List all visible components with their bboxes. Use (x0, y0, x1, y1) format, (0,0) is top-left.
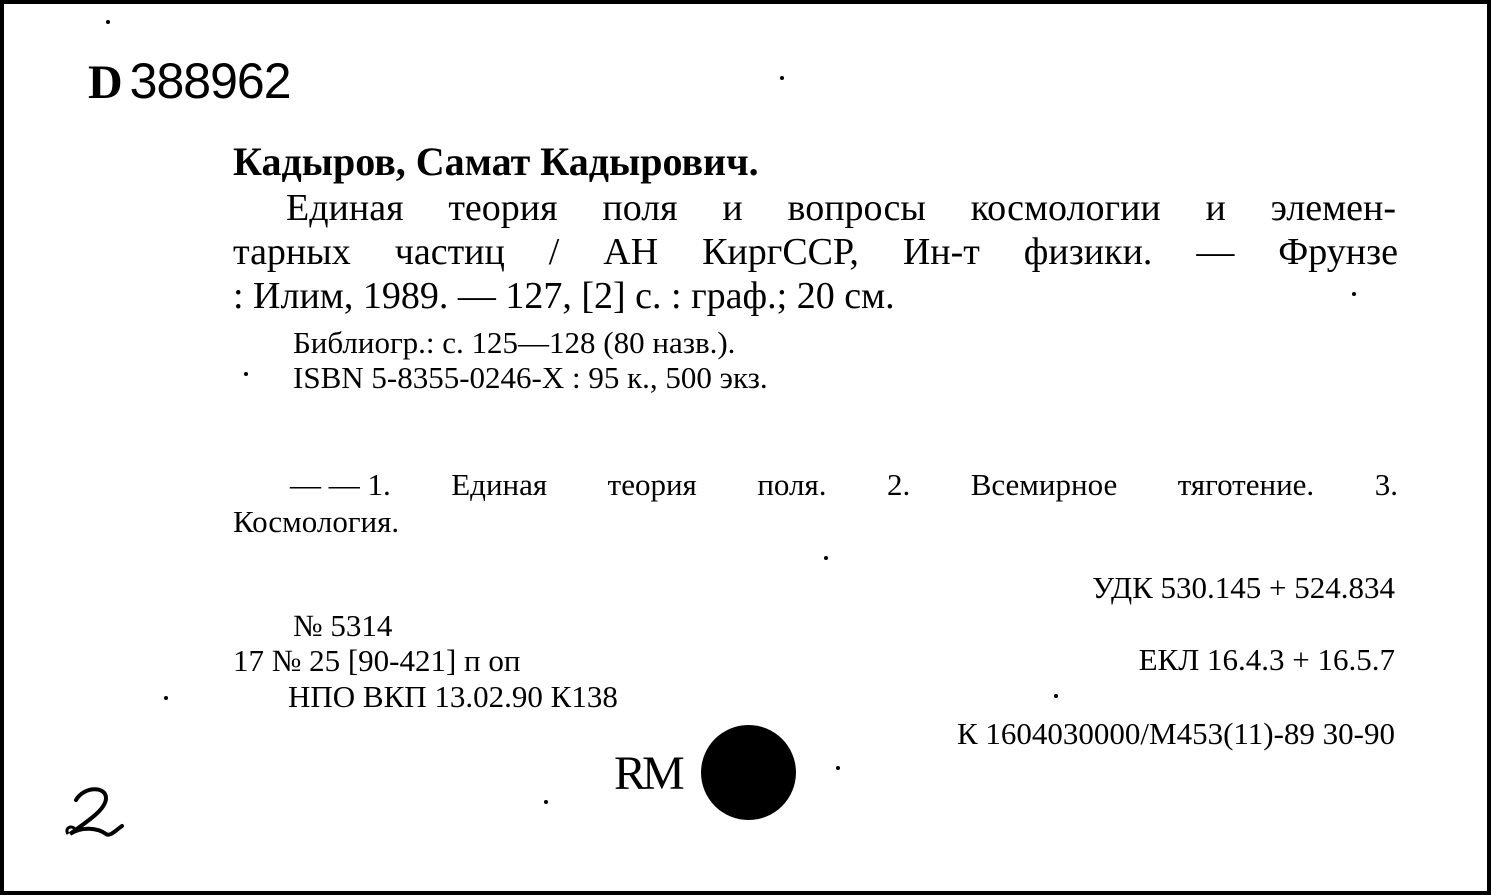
ink-blot (701, 725, 796, 820)
speck (1352, 292, 1356, 296)
order-number: № 5314 (293, 608, 393, 643)
subject-headings-line-1 (290, 467, 1398, 503)
subject-word: 2. (886, 467, 911, 502)
rm-stamp: RM (614, 747, 681, 800)
author-heading: Кадыров, Самат Кадырович. (233, 139, 759, 184)
subject-headings-line-2: Космология. (233, 504, 400, 539)
title-line-1: Единая теория поля и вопросы космологии и элемен- (286, 187, 1396, 229)
speck (244, 372, 248, 376)
speck (836, 766, 840, 770)
speck (1054, 694, 1058, 698)
speck (106, 20, 110, 24)
subject-word: 3. (1374, 467, 1398, 502)
speck (824, 556, 828, 560)
title-line-2: тарных частиц / АН КиргССР, Ин-т физики. — Фрунзе (233, 231, 1398, 273)
subject-word: — — 1. (290, 467, 391, 502)
accession-number (88, 52, 291, 110)
subject-word: теория (607, 467, 697, 502)
ekl-classification: ЕКЛ 16.4.3 + 16.5.7 (1138, 642, 1395, 677)
speck (780, 76, 784, 80)
title-line-3: : Илим, 1989. — 127, [2] с. : граф.; 20 см. (233, 275, 895, 317)
subject-word: Единая (451, 467, 548, 502)
npo-line: НПО ВКП 13.02.90 К138 (288, 679, 618, 714)
batch-line: 17 № 25 [90-421] п оп (233, 643, 521, 678)
isbn-note: ISBN 5-8355-0246-X : 95 к., 500 экз. (293, 360, 768, 395)
handwritten-number-2 (62, 782, 132, 842)
subject-word: поля. (757, 467, 827, 502)
accession-mark: D (88, 56, 122, 109)
subject-word: тяготение. (1177, 467, 1315, 502)
bibliography-note: Библиогр.: с. 125—128 (80 назв.). (293, 325, 736, 360)
accession-value: 388962 (129, 53, 291, 109)
speck (544, 800, 548, 804)
udk-classification: УДК 530.145 + 524.834 (1092, 570, 1395, 605)
subject-word: Всемирное (970, 467, 1118, 502)
speck (164, 696, 168, 700)
catalog-code: К 1604030000/М453(11)-89 30-90 (957, 716, 1395, 751)
